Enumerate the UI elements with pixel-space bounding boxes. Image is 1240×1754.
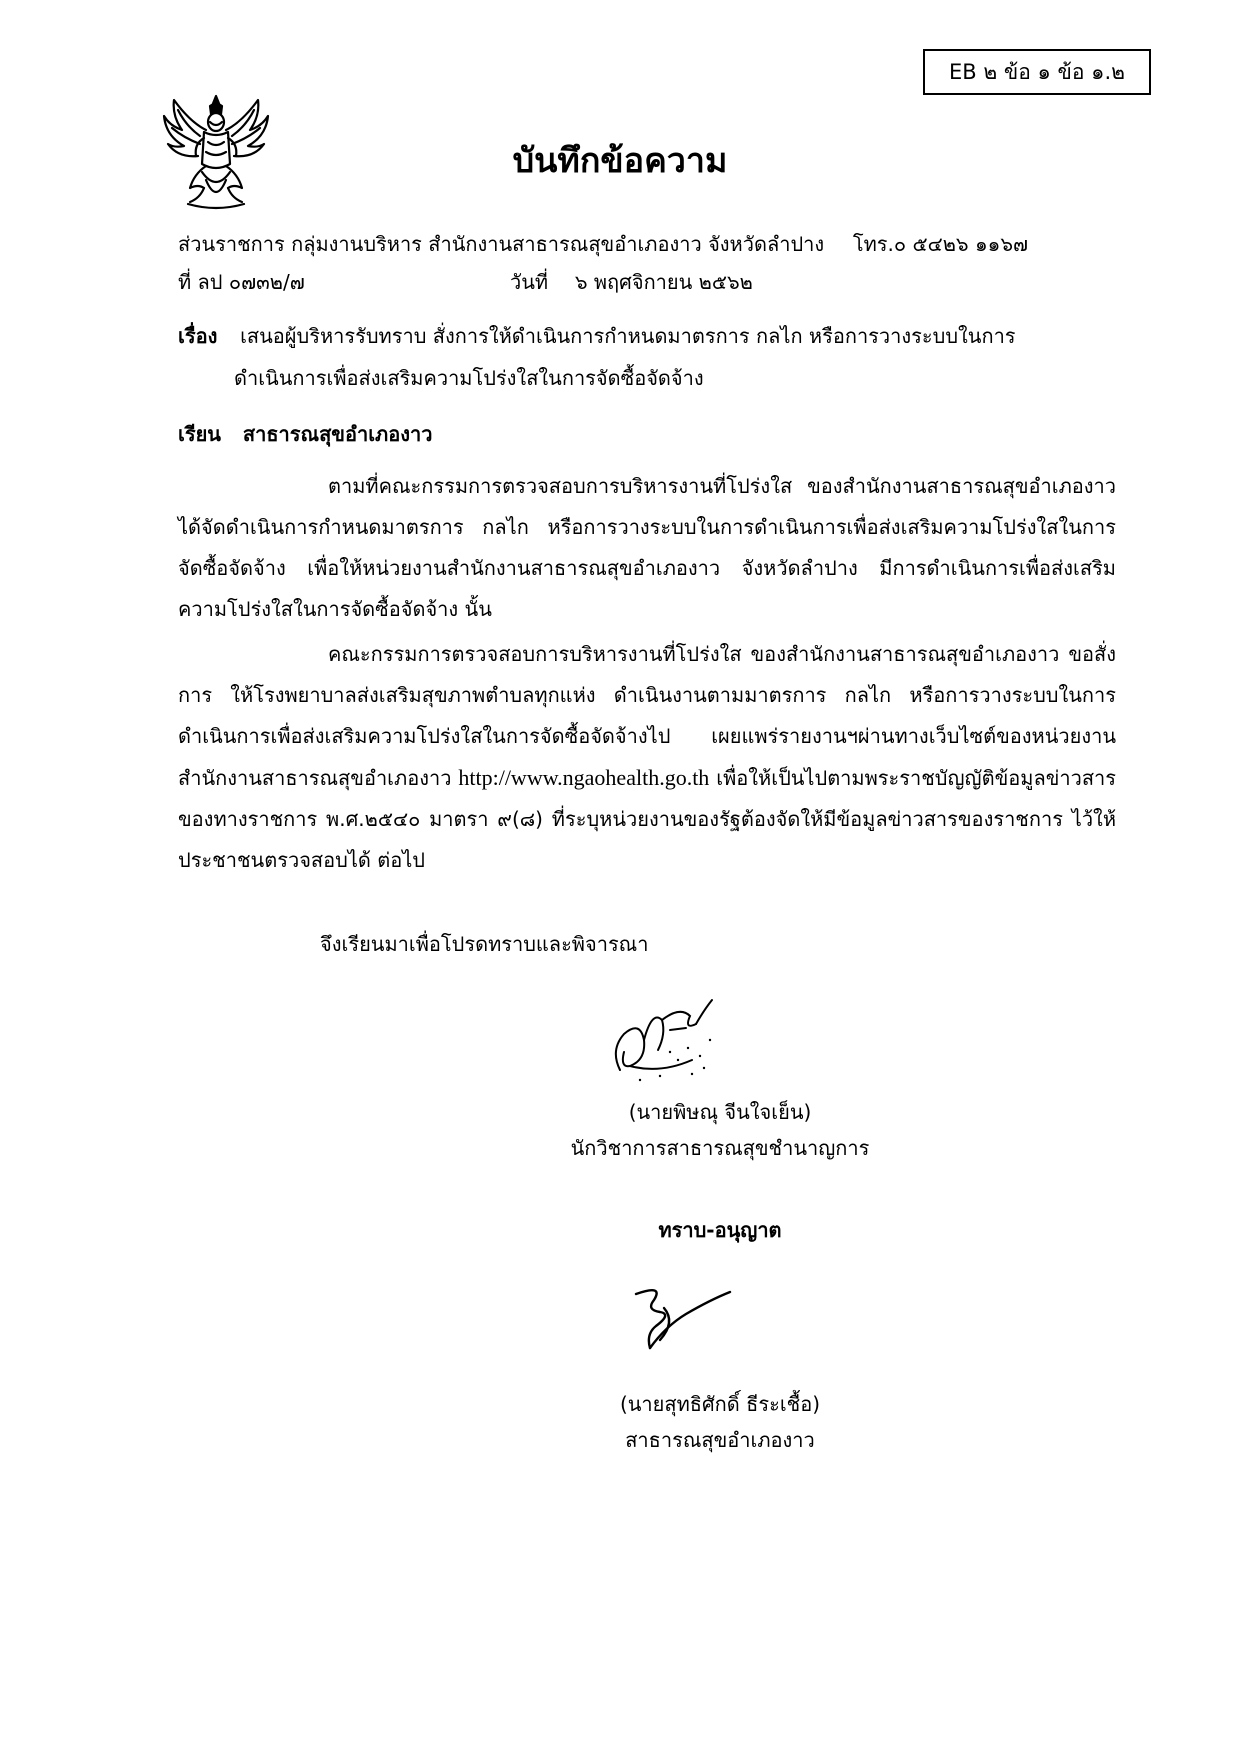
phone-number: โทร.๐ ๕๔๒๖ ๑๑๖๗ <box>852 232 1029 256</box>
reference-label: ที่ <box>178 270 192 294</box>
date-label: วันที่ <box>510 270 549 294</box>
signature-2-icon <box>620 1278 740 1368</box>
body-paragraph-1 <box>178 466 1116 630</box>
paragraph-1-text: ตามที่คณะกรรมการตรวจสอบการบริหารงานที่โปร่งใส ของสำนักงานสาธารณสุขอำเภองาว ได้จัดดำเนินการกำหนดมาตรการ กลไก หรือการวางระบบในการดำเนินการเพื่อส่งเสริมความโปร่งใสในการจัดซื้อจัดจ้าง เพื่อให้หน่วยงานสำนักงานสาธารณสุขอำเภองาว จังหวัดลำปาง มีการดำเนินการเพื่อส่งเสริมความโปร่งใสในการจัดซื้อจัดจ้าง นั้น <box>178 474 1116 621</box>
signer-2-position: สาธารณสุขอำเภองาว <box>625 1428 815 1452</box>
reference-line <box>178 268 305 296</box>
signer-1-block <box>500 1094 940 1166</box>
salutation <box>178 420 432 448</box>
signer-2-block <box>500 1386 940 1458</box>
memo-title: บันทึกข้อความ <box>512 141 728 181</box>
salutation-label: เรียน <box>178 422 221 446</box>
approval-text: ทราบ-อนุญาต <box>658 1218 782 1242</box>
subject-text-2: ดำเนินการเพื่อส่งเสริมความโปร่งใสในการจัดซื้อจัดจ้าง <box>234 366 704 390</box>
paragraph-2-text-before: คณะกรรมการตรวจสอบการบริหารงานที่โปร่งใส ของสำนักงานสาธารณสุขอำเภองาว ขอสั่งการ ให้โรงพยาบาลส่งเสริมสุขภาพตำบลทุกแห่ง ดำเนินงานตามมาตรการ กลไก หรือการวางระบบในการดำเนินการเพื่อส่งเสริมความโปร่งใสในการจัดซื้อจัดจ้างไป เผยแพร่รายงานฯผ่านทางเว็บไซต์ของหน่วยงาน สำนักงานสาธารณสุขอำเภองาว <box>178 642 1116 790</box>
reference-number: ลป ๐๗๓๒/๗ <box>197 270 305 294</box>
signature-1-icon <box>600 990 730 1090</box>
date-line <box>510 268 753 296</box>
subject-line-1 <box>178 322 1016 350</box>
signer-1-name: (นายพิษณุ จีนใจเย็น) <box>628 1100 812 1124</box>
signer-1-position: นักวิชาการสาธารณสุขชำนาญการ <box>570 1136 870 1160</box>
date-value: ๖ พฤศจิกายน ๒๕๖๒ <box>574 270 753 294</box>
website-url: http://www.ngaohealth.go.th <box>458 765 710 790</box>
agency-value: กลุ่มงานบริหาร สำนักงานสาธารณสุขอำเภองาว จังหวัดลำปาง <box>291 232 825 256</box>
subject-line-2 <box>234 364 704 392</box>
signer-2-name: (นายสุทธิศักดิ์ ธีระเชื้อ) <box>619 1392 821 1416</box>
body-paragraph-2 <box>178 634 1116 881</box>
reference-code-box: EB ๒ ข้อ ๑ ข้อ ๑.๒ <box>923 49 1151 95</box>
agency-label: ส่วนราชการ <box>178 232 285 256</box>
subject-label: เรื่อง <box>178 324 218 348</box>
agency-line <box>178 230 1028 258</box>
salutation-recipient: สาธารณสุขอำเภองาว <box>242 422 433 446</box>
closing-line: จึงเรียนมาเพื่อโปรดทราบและพิจารณา <box>320 932 649 956</box>
paragraph-2-text-after: เพื่อให้เป็นไปตามพระราชบัญญัติข้อมูลข่าวสารของทางราชการ พ.ศ.๒๕๔๐ มาตรา ๙(๘) ที่ระบุหน่วยงานของรัฐต้องจัดให้มีข้อมูลข่าวสารของราชการ ไว้ให้ประชาชนตรวจสอบได้ ต่อไป <box>178 766 1117 872</box>
subject-text-1: เสนอผู้บริหารรับทราบ สั่งการให้ดำเนินการกำหนดมาตรการ กลไก หรือการวางระบบในการ <box>240 324 1016 348</box>
